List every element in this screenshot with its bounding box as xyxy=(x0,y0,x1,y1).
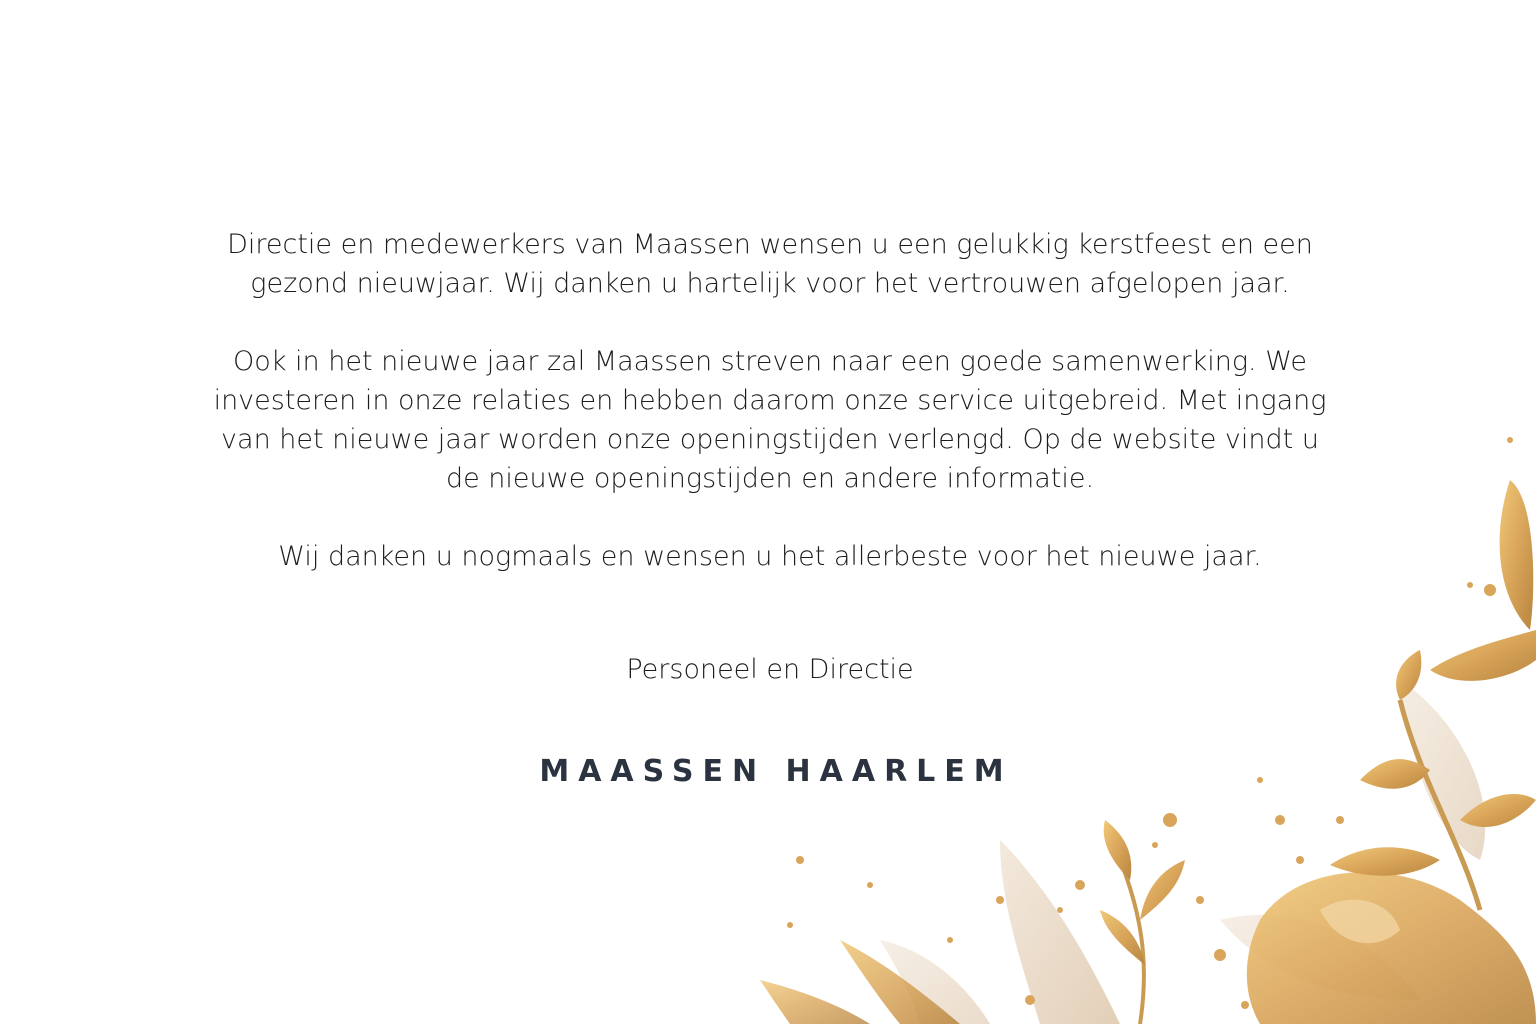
text-line: gezond nieuwjaar. Wij danken u hartelijk voor het vertrouwen afgelopen jaar. xyxy=(250,268,1290,299)
text-line: van het nieuwe jaar worden onze openingstijden verlengd. Op de website vindt u xyxy=(221,424,1319,455)
signoff: Personeel en Directie xyxy=(626,654,914,685)
greeting-paragraph-2 xyxy=(150,342,1390,498)
text-line: de nieuwe openingstijden en andere informatie. xyxy=(445,463,1095,494)
greeting-paragraph-1 xyxy=(150,225,1390,303)
text-line: Wij danken u nogmaals en wensen u het allerbeste voor het nieuwe jaar. xyxy=(278,541,1262,572)
text-line: investeren in onze relaties en hebben daarom onze service uitgebreid. Met ingang xyxy=(213,385,1327,416)
greeting-message xyxy=(150,225,1390,576)
brand-name: MAASSEN HAARLEM xyxy=(539,754,1013,789)
text-line: Ook in het nieuwe jaar zal Maassen streven naar een goede samenwerking. We xyxy=(233,346,1307,377)
greeting-paragraph-3 xyxy=(150,537,1390,576)
text-line: Directie en medewerkers van Maassen wensen u een gelukkig kerstfeest en een xyxy=(227,229,1313,260)
